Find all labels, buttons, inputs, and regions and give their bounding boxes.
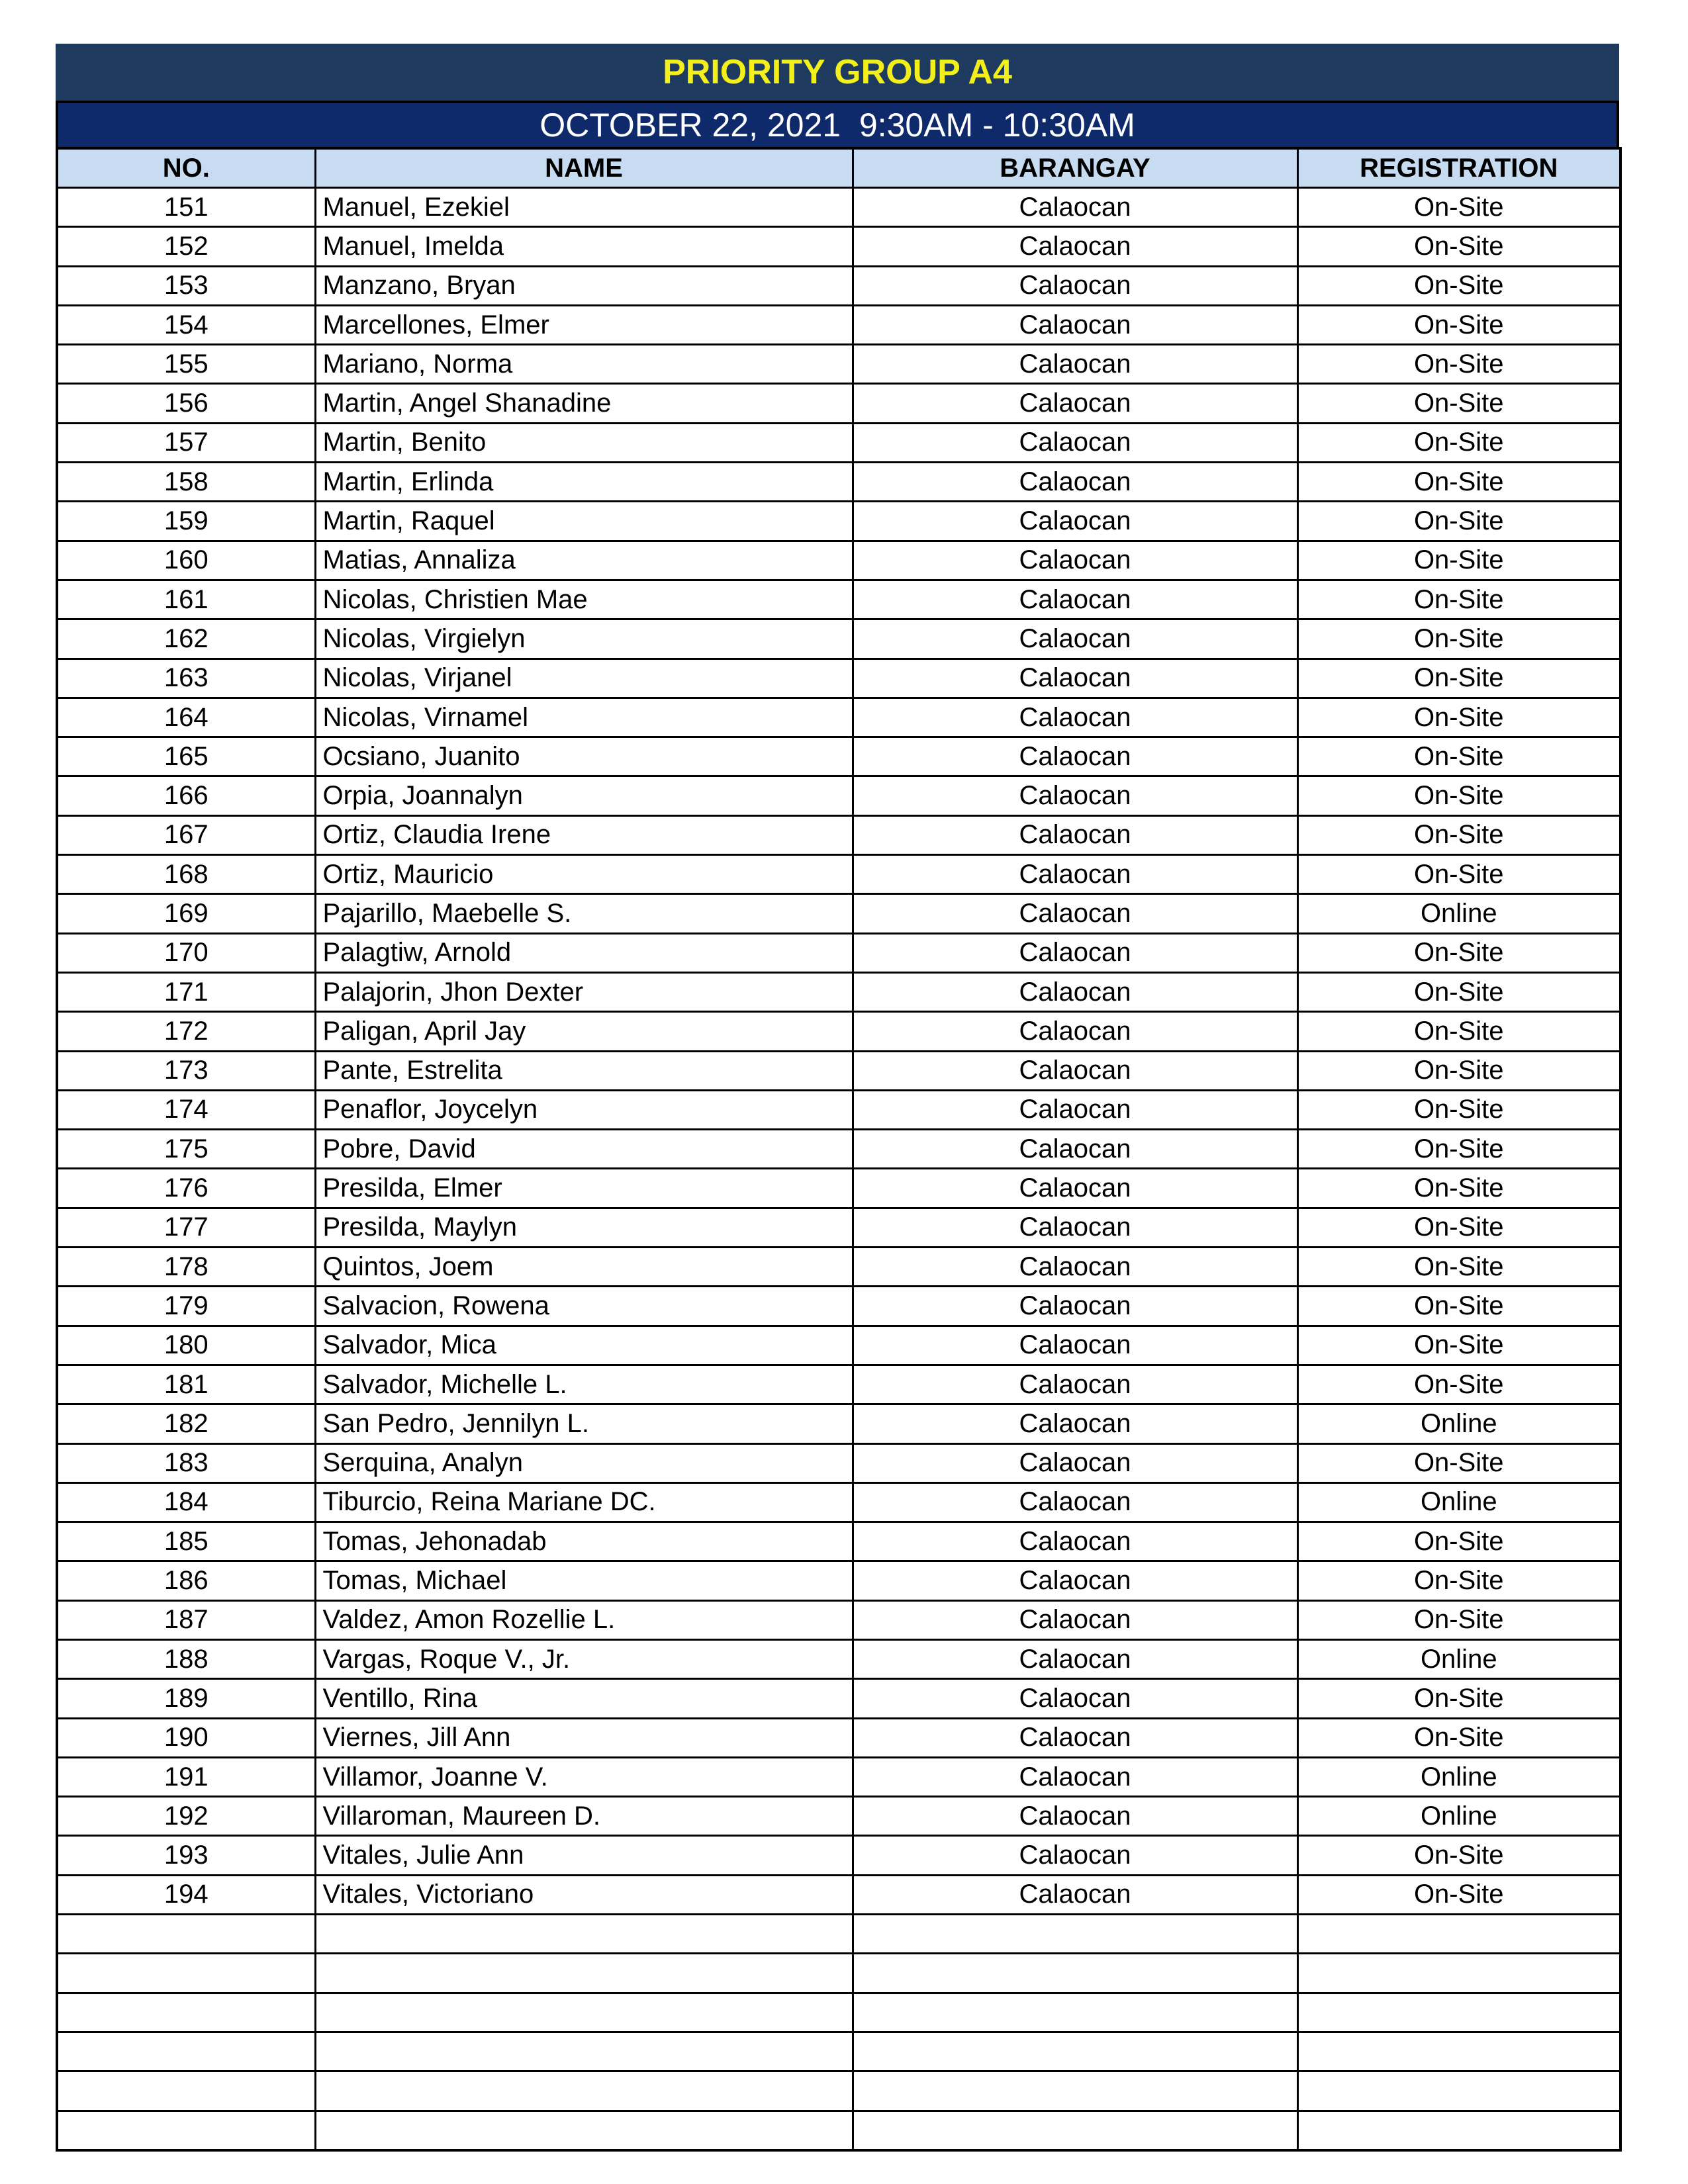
table-row — [57, 345, 1620, 384]
row-registration: On-Site — [1297, 1365, 1620, 1404]
row-name — [315, 2111, 853, 2150]
row-number: 161 — [57, 580, 315, 619]
table-row — [57, 541, 1620, 580]
row-number: 178 — [57, 1248, 315, 1287]
table-row — [57, 1208, 1620, 1247]
row-number: 175 — [57, 1130, 315, 1169]
row-registration: On-Site — [1297, 1836, 1620, 1875]
row-number: 188 — [57, 1639, 315, 1678]
row-registration: On-Site — [1297, 1443, 1620, 1482]
row-registration: On-Site — [1297, 1012, 1620, 1051]
row-number: 152 — [57, 227, 315, 266]
row-name: Nicolas, Virgielyn — [315, 619, 853, 659]
row-name — [315, 2071, 853, 2111]
row-number — [57, 2111, 315, 2150]
row-name: Manzano, Bryan — [315, 266, 853, 305]
row-name: Martin, Raquel — [315, 502, 853, 541]
row-name: Martin, Angel Shanadine — [315, 384, 853, 423]
row-number: 183 — [57, 1443, 315, 1482]
row-barangay: Calaocan — [853, 1208, 1297, 1247]
row-name: Quintos, Joem — [315, 1248, 853, 1287]
row-number: 156 — [57, 384, 315, 423]
row-registration: On-Site — [1297, 541, 1620, 580]
row-name: Ortiz, Mauricio — [315, 855, 853, 894]
row-barangay: Calaocan — [853, 1797, 1297, 1836]
table-row — [57, 1365, 1620, 1404]
schedule-date-time: OCTOBER 22, 2021 9:30AM - 10:30AM — [56, 101, 1619, 147]
row-barangay: Calaocan — [853, 698, 1297, 737]
row-barangay: Calaocan — [853, 541, 1297, 580]
row-name: Paligan, April Jay — [315, 1012, 853, 1051]
row-barangay: Calaocan — [853, 1482, 1297, 1522]
row-barangay: Calaocan — [853, 894, 1297, 933]
row-barangay — [853, 1954, 1297, 1993]
row-barangay — [853, 1993, 1297, 2032]
row-barangay: Calaocan — [853, 737, 1297, 776]
row-barangay: Calaocan — [853, 423, 1297, 462]
row-name: Tomas, Jehonadab — [315, 1522, 853, 1561]
row-number: 176 — [57, 1169, 315, 1208]
row-registration: On-Site — [1297, 659, 1620, 698]
row-registration: On-Site — [1297, 1169, 1620, 1208]
row-barangay: Calaocan — [853, 1012, 1297, 1051]
row-barangay: Calaocan — [853, 188, 1297, 227]
row-barangay: Calaocan — [853, 1522, 1297, 1561]
row-number: 185 — [57, 1522, 315, 1561]
table-row — [57, 1679, 1620, 1718]
row-number: 166 — [57, 776, 315, 815]
row-name: Presilda, Maylyn — [315, 1208, 853, 1247]
table-row — [57, 1404, 1620, 1443]
table-row — [57, 384, 1620, 423]
table-row — [57, 1443, 1620, 1482]
row-barangay: Calaocan — [853, 972, 1297, 1011]
table-row — [57, 502, 1620, 541]
row-registration: On-Site — [1297, 1679, 1620, 1718]
row-number: 193 — [57, 1836, 315, 1875]
row-name: Palagtiw, Arnold — [315, 933, 853, 972]
table-row — [57, 619, 1620, 659]
row-number: 158 — [57, 463, 315, 502]
table-row — [57, 1639, 1620, 1678]
row-barangay: Calaocan — [853, 305, 1297, 344]
row-number — [57, 2071, 315, 2111]
column-header-registration: REGISTRATION — [1297, 148, 1620, 188]
table-row — [57, 1482, 1620, 1522]
table-row — [57, 2071, 1620, 2111]
row-registration: On-Site — [1297, 933, 1620, 972]
row-name: Serquina, Analyn — [315, 1443, 853, 1482]
row-barangay — [853, 2032, 1297, 2071]
row-barangay — [853, 2071, 1297, 2111]
row-registration: On-Site — [1297, 972, 1620, 1011]
table-row — [57, 1600, 1620, 1639]
row-barangay: Calaocan — [853, 1248, 1297, 1287]
row-number: 186 — [57, 1561, 315, 1600]
row-number: 174 — [57, 1090, 315, 1129]
row-number — [57, 1993, 315, 2032]
row-barangay: Calaocan — [853, 776, 1297, 815]
row-barangay: Calaocan — [853, 227, 1297, 266]
row-name: Tiburcio, Reina Mariane DC. — [315, 1482, 853, 1522]
row-number: 184 — [57, 1482, 315, 1522]
row-name: Pante, Estrelita — [315, 1051, 853, 1090]
table-row — [57, 1012, 1620, 1051]
row-barangay — [853, 2111, 1297, 2150]
row-barangay: Calaocan — [853, 1600, 1297, 1639]
table-row — [57, 1836, 1620, 1875]
row-name — [315, 1993, 853, 2032]
row-registration: On-Site — [1297, 580, 1620, 619]
row-name: Martin, Erlinda — [315, 463, 853, 502]
row-number: 170 — [57, 933, 315, 972]
row-barangay: Calaocan — [853, 619, 1297, 659]
row-barangay: Calaocan — [853, 1090, 1297, 1129]
row-number — [57, 1954, 315, 1993]
row-name: Penaflor, Joycelyn — [315, 1090, 853, 1129]
row-registration: On-Site — [1297, 1326, 1620, 1365]
row-name: Manuel, Ezekiel — [315, 188, 853, 227]
row-name — [315, 1915, 853, 1954]
row-number: 182 — [57, 1404, 315, 1443]
row-number: 154 — [57, 305, 315, 344]
row-name: Matias, Annaliza — [315, 541, 853, 580]
table-row — [57, 1561, 1620, 1600]
row-registration: On-Site — [1297, 815, 1620, 854]
row-registration: Online — [1297, 1404, 1620, 1443]
row-name: Ocsiano, Juanito — [315, 737, 853, 776]
row-number — [57, 2032, 315, 2071]
table-row — [57, 1522, 1620, 1561]
row-name: Mariano, Norma — [315, 345, 853, 384]
row-registration: Online — [1297, 894, 1620, 933]
row-registration: On-Site — [1297, 1248, 1620, 1287]
row-name: Marcellones, Elmer — [315, 305, 853, 344]
row-registration: On-Site — [1297, 463, 1620, 502]
row-registration — [1297, 1915, 1620, 1954]
row-barangay: Calaocan — [853, 1836, 1297, 1875]
row-name: Vitales, Victoriano — [315, 1875, 853, 1914]
row-barangay: Calaocan — [853, 815, 1297, 854]
row-registration: On-Site — [1297, 384, 1620, 423]
row-registration: On-Site — [1297, 423, 1620, 462]
row-number: 191 — [57, 1757, 315, 1796]
row-barangay: Calaocan — [853, 266, 1297, 305]
row-number: 167 — [57, 815, 315, 854]
row-registration: On-Site — [1297, 855, 1620, 894]
table-row — [57, 1287, 1620, 1326]
row-number: 153 — [57, 266, 315, 305]
row-name: Nicolas, Christien Mae — [315, 580, 853, 619]
row-barangay: Calaocan — [853, 1287, 1297, 1326]
table-row — [57, 1169, 1620, 1208]
row-barangay: Calaocan — [853, 502, 1297, 541]
row-registration: On-Site — [1297, 698, 1620, 737]
row-number: 155 — [57, 345, 315, 384]
row-name: Salvador, Mica — [315, 1326, 853, 1365]
row-name: Martin, Benito — [315, 423, 853, 462]
row-registration: On-Site — [1297, 227, 1620, 266]
row-registration: Online — [1297, 1482, 1620, 1522]
row-registration: On-Site — [1297, 1090, 1620, 1129]
row-name: Nicolas, Virjanel — [315, 659, 853, 698]
row-name: Presilda, Elmer — [315, 1169, 853, 1208]
row-registration: On-Site — [1297, 1287, 1620, 1326]
row-barangay: Calaocan — [853, 1404, 1297, 1443]
row-number: 171 — [57, 972, 315, 1011]
row-registration — [1297, 2071, 1620, 2111]
table-row — [57, 1051, 1620, 1090]
row-name: Ortiz, Claudia Irene — [315, 815, 853, 854]
row-registration: On-Site — [1297, 776, 1620, 815]
row-number: 190 — [57, 1718, 315, 1757]
row-name: Vitales, Julie Ann — [315, 1836, 853, 1875]
row-number: 157 — [57, 423, 315, 462]
row-registration: On-Site — [1297, 345, 1620, 384]
table-row — [57, 2111, 1620, 2150]
row-number: 189 — [57, 1679, 315, 1718]
row-barangay: Calaocan — [853, 1639, 1297, 1678]
row-registration — [1297, 2032, 1620, 2071]
table-row — [57, 933, 1620, 972]
row-number: 169 — [57, 894, 315, 933]
row-registration: On-Site — [1297, 266, 1620, 305]
row-barangay: Calaocan — [853, 1561, 1297, 1600]
row-registration: On-Site — [1297, 1051, 1620, 1090]
table-row — [57, 698, 1620, 737]
table-row — [57, 659, 1620, 698]
row-name: Salvador, Michelle L. — [315, 1365, 853, 1404]
row-registration: On-Site — [1297, 1130, 1620, 1169]
row-number: 163 — [57, 659, 315, 698]
row-name: Valdez, Amon Rozellie L. — [315, 1600, 853, 1639]
table-row — [57, 855, 1620, 894]
row-number: 165 — [57, 737, 315, 776]
column-header-name: NAME — [315, 148, 853, 188]
row-registration: On-Site — [1297, 619, 1620, 659]
row-name: Nicolas, Virnamel — [315, 698, 853, 737]
row-barangay: Calaocan — [853, 463, 1297, 502]
row-number: 162 — [57, 619, 315, 659]
row-registration: On-Site — [1297, 502, 1620, 541]
priority-group-title: PRIORITY GROUP A4 — [56, 44, 1619, 101]
row-name: Orpia, Joannalyn — [315, 776, 853, 815]
row-barangay — [853, 1915, 1297, 1954]
table-row — [57, 2032, 1620, 2071]
row-number: 172 — [57, 1012, 315, 1051]
table-row — [57, 1757, 1620, 1796]
row-name: Manuel, Imelda — [315, 227, 853, 266]
row-registration: On-Site — [1297, 737, 1620, 776]
table-row — [57, 423, 1620, 462]
table-row — [57, 1090, 1620, 1129]
row-name: Villamor, Joanne V. — [315, 1757, 853, 1796]
row-number: 177 — [57, 1208, 315, 1247]
row-name: Vargas, Roque V., Jr. — [315, 1639, 853, 1678]
row-name: San Pedro, Jennilyn L. — [315, 1404, 853, 1443]
row-barangay: Calaocan — [853, 384, 1297, 423]
row-barangay: Calaocan — [853, 1326, 1297, 1365]
row-registration: On-Site — [1297, 305, 1620, 344]
row-number: 181 — [57, 1365, 315, 1404]
table-row — [57, 463, 1620, 502]
row-registration: On-Site — [1297, 1561, 1620, 1600]
row-name: Pobre, David — [315, 1130, 853, 1169]
row-registration — [1297, 1993, 1620, 2032]
table-body — [57, 188, 1620, 2150]
table-row — [57, 1718, 1620, 1757]
row-registration: On-Site — [1297, 1718, 1620, 1757]
row-barangay: Calaocan — [853, 1757, 1297, 1796]
row-barangay: Calaocan — [853, 1051, 1297, 1090]
table-row — [57, 580, 1620, 619]
row-barangay: Calaocan — [853, 580, 1297, 619]
table-row — [57, 1326, 1620, 1365]
row-name: Salvacion, Rowena — [315, 1287, 853, 1326]
row-barangay: Calaocan — [853, 1443, 1297, 1482]
row-name: Pajarillo, Maebelle S. — [315, 894, 853, 933]
row-barangay: Calaocan — [853, 1679, 1297, 1718]
row-registration: On-Site — [1297, 188, 1620, 227]
row-number: 187 — [57, 1600, 315, 1639]
row-number: 194 — [57, 1875, 315, 1914]
table-row — [57, 972, 1620, 1011]
row-barangay: Calaocan — [853, 1875, 1297, 1914]
row-registration: On-Site — [1297, 1208, 1620, 1247]
row-number: 160 — [57, 541, 315, 580]
row-registration: On-Site — [1297, 1522, 1620, 1561]
row-registration — [1297, 1954, 1620, 1993]
row-name — [315, 2032, 853, 2071]
row-barangay: Calaocan — [853, 345, 1297, 384]
row-number: 151 — [57, 188, 315, 227]
table-row — [57, 266, 1620, 305]
table-row — [57, 1954, 1620, 1993]
table-row — [57, 1993, 1620, 2032]
row-registration: On-Site — [1297, 1600, 1620, 1639]
table-row — [57, 1915, 1620, 1954]
row-number: 159 — [57, 502, 315, 541]
schedule-sheet — [56, 44, 1619, 2152]
row-name: Viernes, Jill Ann — [315, 1718, 853, 1757]
table-row — [57, 305, 1620, 344]
row-number: 180 — [57, 1326, 315, 1365]
row-barangay: Calaocan — [853, 659, 1297, 698]
table-row — [57, 1797, 1620, 1836]
column-header-barangay: BARANGAY — [853, 148, 1297, 188]
row-name: Villaroman, Maureen D. — [315, 1797, 853, 1836]
row-name — [315, 1954, 853, 1993]
row-registration: Online — [1297, 1757, 1620, 1796]
registrant-table — [56, 147, 1622, 2152]
row-number — [57, 1915, 315, 1954]
column-header-no: NO. — [57, 148, 315, 188]
row-name: Palajorin, Jhon Dexter — [315, 972, 853, 1011]
table-row — [57, 894, 1620, 933]
table-row — [57, 776, 1620, 815]
table-row — [57, 815, 1620, 854]
table-row — [57, 1130, 1620, 1169]
table-row — [57, 1875, 1620, 1914]
row-barangay: Calaocan — [853, 1365, 1297, 1404]
row-barangay: Calaocan — [853, 1169, 1297, 1208]
row-barangay: Calaocan — [853, 1130, 1297, 1169]
row-barangay: Calaocan — [853, 1718, 1297, 1757]
row-number: 179 — [57, 1287, 315, 1326]
table-row — [57, 227, 1620, 266]
row-number: 164 — [57, 698, 315, 737]
column-header-row — [57, 148, 1620, 188]
row-registration — [1297, 2111, 1620, 2150]
table-row — [57, 1248, 1620, 1287]
row-barangay: Calaocan — [853, 933, 1297, 972]
row-registration: On-Site — [1297, 1875, 1620, 1914]
row-number: 192 — [57, 1797, 315, 1836]
row-registration: Online — [1297, 1639, 1620, 1678]
row-name: Tomas, Michael — [315, 1561, 853, 1600]
row-registration: Online — [1297, 1797, 1620, 1836]
row-barangay: Calaocan — [853, 855, 1297, 894]
row-number: 173 — [57, 1051, 315, 1090]
table-row — [57, 737, 1620, 776]
row-name: Ventillo, Rina — [315, 1679, 853, 1718]
row-number: 168 — [57, 855, 315, 894]
table-row — [57, 188, 1620, 227]
